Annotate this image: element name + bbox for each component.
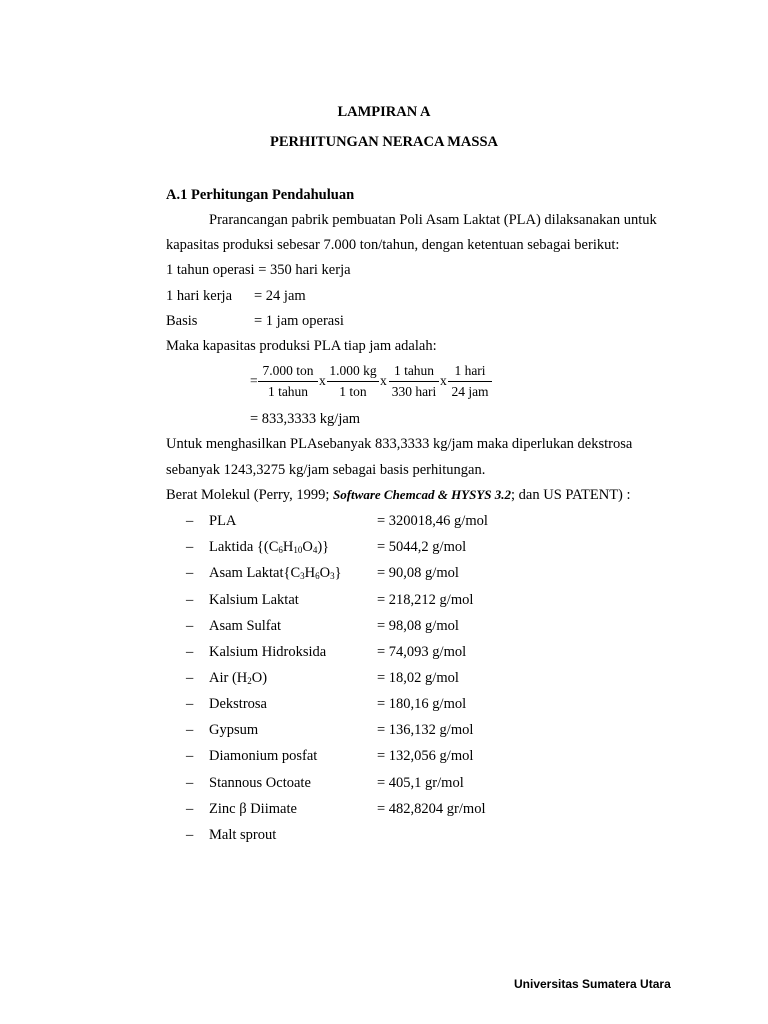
result-value: = 833,3333 kg/jam: [250, 411, 361, 427]
list-item: [0, 722, 768, 742]
compound-weight: = 90,08 g/mol: [377, 565, 459, 581]
mw-suffix: ; dan US PATENT) :: [511, 487, 631, 503]
list-item: [0, 539, 768, 559]
compound-name: Gypsum: [209, 722, 259, 738]
compound-name: PLA: [209, 513, 237, 529]
compound-weight: = 218,212 g/mol: [377, 592, 474, 608]
compound-weight: = 482,8204 gr/mol: [377, 801, 486, 817]
page-title: LAMPIRAN A: [337, 104, 431, 120]
dextrose-line-2: sebanyak 1243,3275 kg/jam sebagai basis perhitungan.: [166, 462, 486, 478]
list-item: [0, 670, 768, 690]
compound-name: Dekstrosa: [209, 696, 267, 712]
list-item: [0, 801, 768, 821]
basis-value: = 1 jam operasi: [254, 313, 344, 329]
compound-name: Asam Sulfat: [209, 618, 282, 634]
times-sign: x: [440, 373, 447, 388]
compound-weight: = 180,16 g/mol: [377, 696, 467, 712]
bullet: –: [186, 748, 194, 764]
compound-name: Malt sprout: [209, 827, 277, 843]
fraction-denominator: 1 ton: [339, 384, 367, 399]
times-sign: x: [380, 373, 387, 388]
bullet: –: [186, 644, 194, 660]
paragraph-line-1: Prarancangan pabrik pembuatan Poli Asam Laktat (PLA) dilaksanakan untuk: [209, 212, 657, 228]
equals-sign: =: [250, 373, 258, 388]
compound-weight: = 405,1 gr/mol: [377, 775, 464, 791]
compound-weight: = 136,132 g/mol: [377, 722, 474, 738]
bullet: –: [186, 801, 194, 817]
compound-name: Zinc β Diimate: [209, 801, 297, 817]
fraction-year-per-days: [389, 363, 439, 400]
page-subtitle: PERHITUNGAN NERACA MASSA: [270, 134, 498, 150]
dextrose-line-1: Untuk menghasilkan PLAsebanyak 833,3333 kg/jam maka diperlukan dekstrosa: [166, 436, 633, 452]
bullet: –: [186, 722, 194, 738]
fraction-denominator: 330 hari: [391, 384, 437, 399]
fraction-numerator: 1 tahun: [389, 363, 439, 382]
list-item: [0, 618, 768, 638]
compound-weight: = 18,02 g/mol: [377, 670, 459, 686]
compound-name: Air $(H_2O)$: [209, 670, 268, 686]
section-heading: A.1 Perhitungan Pendahuluan: [166, 187, 355, 203]
fraction-numerator: 7.000 ton: [258, 363, 318, 382]
times-sign: x: [319, 373, 326, 388]
compound-name: Kalsium Laktat: [209, 592, 299, 608]
compound-weight: = 320018,46 g/mol: [377, 513, 488, 529]
compound-weight: = 98,08 g/mol: [377, 618, 459, 634]
list-item: [0, 827, 768, 847]
capacity-intro: Maka kapasitas produksi PLA tiap jam adalah:: [166, 338, 437, 354]
list-item: [0, 592, 768, 612]
compound-weight: = 5044,2 g/mol: [377, 539, 467, 555]
list-item: [0, 775, 768, 795]
bullet: –: [186, 618, 194, 634]
compound-weight: = 132,056 g/mol: [377, 748, 474, 764]
fraction-numerator: 1 hari: [448, 363, 492, 382]
fraction-tons-per-year: [258, 363, 318, 400]
fraction-denominator: 1 tahun: [267, 384, 309, 399]
fraction-denominator: 24 jam: [451, 384, 489, 399]
fraction-kg-per-ton: [327, 363, 379, 400]
operation-year: 1 tahun operasi = 350 hari kerja: [166, 262, 351, 278]
mw-prefix: Berat Molekul (Perry, 1999;: [166, 487, 333, 503]
bullet: –: [186, 670, 194, 686]
list-item: [0, 513, 768, 533]
bullet: –: [186, 513, 194, 529]
workday-value: = 24 jam: [254, 288, 306, 304]
bullet: –: [186, 696, 194, 712]
workday-label: 1 hari kerja: [166, 288, 233, 304]
compound-name: Stannous Octoate: [209, 775, 311, 791]
molecular-weight-heading: [166, 487, 631, 504]
compound-name: Asam $Laktat\{C_3H_6O_3\}$: [209, 565, 342, 581]
bullet: –: [186, 592, 194, 608]
fraction-day-per-hours: [448, 363, 492, 400]
basis-label: Basis: [166, 313, 198, 329]
fraction-numerator: 1.000 kg: [327, 363, 379, 382]
compound-name: Diamonium posfat: [209, 748, 318, 764]
footer-university: Universitas Sumatera Utara: [514, 977, 671, 991]
compound-name: Kalsium Hidroksida: [209, 644, 327, 660]
list-item: [0, 748, 768, 768]
list-item: [0, 696, 768, 716]
bullet: –: [186, 775, 194, 791]
mw-software: Software Chemcad & HYSYS 3.2: [332, 487, 512, 502]
paragraph-line-2: kapasitas produksi sebesar 7.000 ton/tahun, dengan ketentuan sebagai berikut:: [166, 237, 620, 253]
list-item: [0, 565, 768, 585]
list-item: [0, 644, 768, 664]
compound-weight: = 74,093 g/mol: [377, 644, 467, 660]
compound-name: Laktida $\{(C_6H_{10}O_4)\}$: [209, 539, 330, 555]
bullet: –: [186, 539, 194, 555]
bullet: –: [186, 827, 194, 843]
bullet: –: [186, 565, 194, 581]
